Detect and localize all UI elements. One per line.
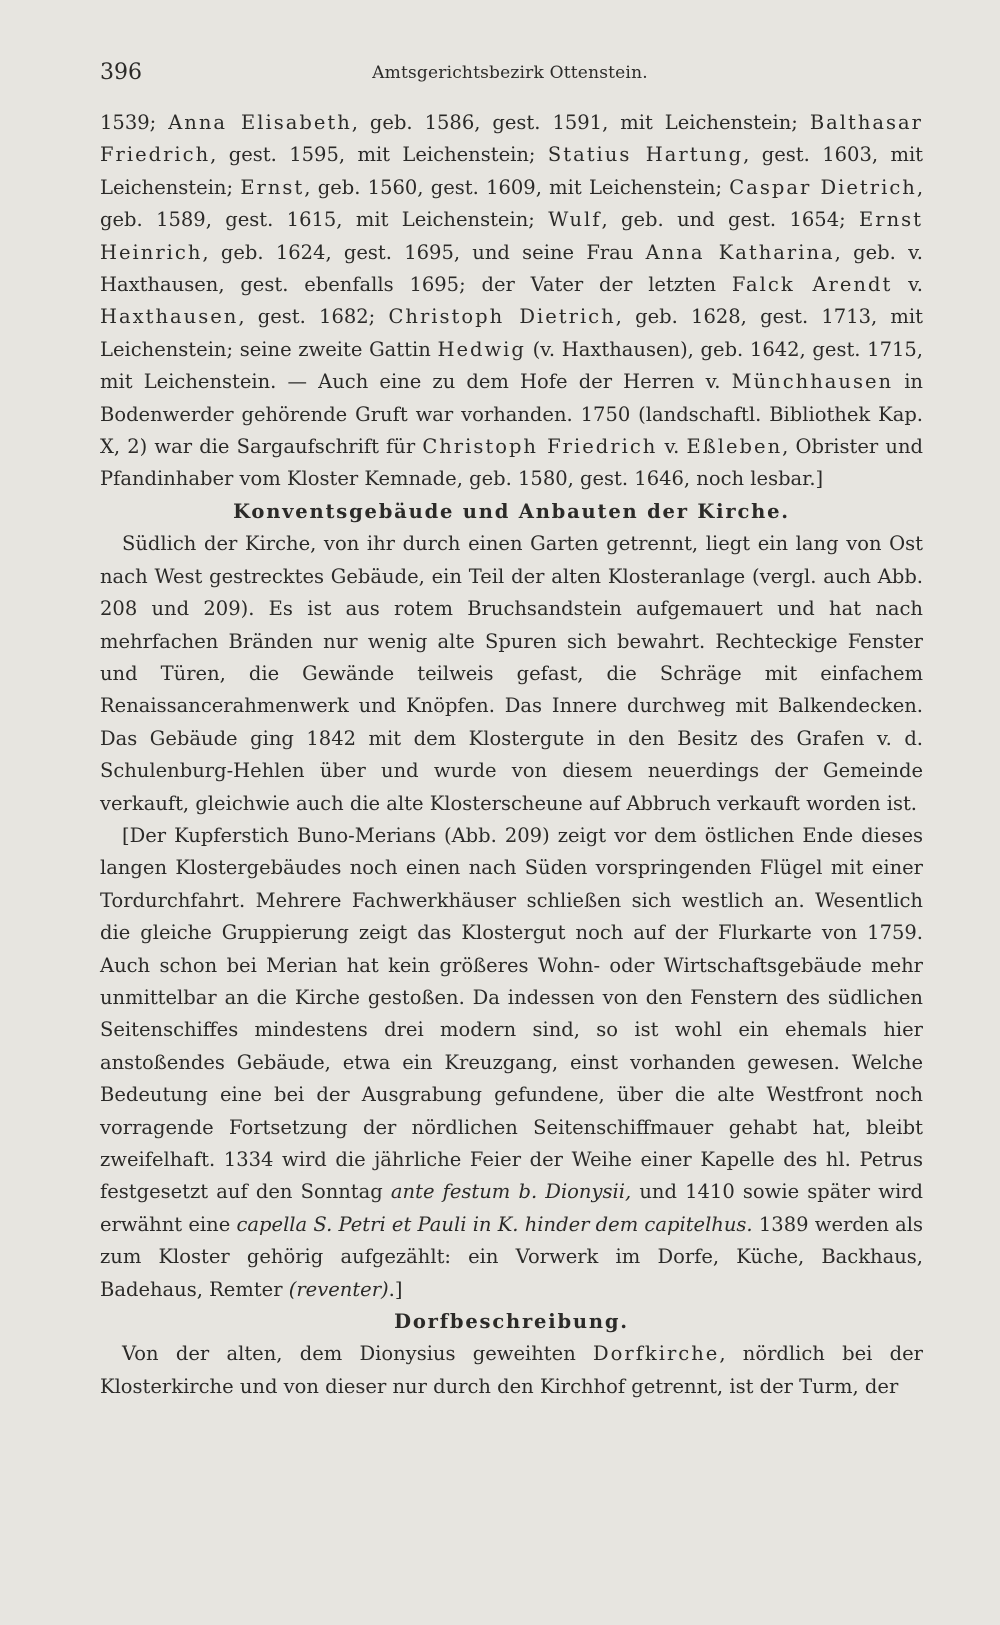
body-text xyxy=(100,107,923,1403)
section-heading-konventsgebaeude: Konventsgebäude und Anbauten der Kirche. xyxy=(233,499,790,523)
section-heading-dorfbeschreibung: Dorfbeschreibung. xyxy=(394,1310,629,1334)
running-title: Amtsgerichtsbezirk Ottenstein. xyxy=(372,63,648,83)
paragraph-konventsgebaeude: Südlich der Kirche, von ihr durch einen Garten getrennt, liegt ein lang von Ost nach West gestrecktes Gebäude, ein Teil der alten Klosteranlage (vergl. auch Abb. 208 und 209). Es ist aus rotem Bruchsandstein aufgemauert und hat nach mehrfachen Bränden nur wenig alte Spuren sich bewahrt. Rechteckige Fenster und Türen, die Gewände teilweis gefast, die Schräge mit einfachem Renaissancerahmenwerk und Knöpfen. Das Innere durchweg mit Balkendecken. Das Gebäude ging 1842 mit dem Klostergute in den Besitz des Grafen v. d. Schulenburg-Hehlen über und wurde von diesem neuerdings der Gemeinde verkauft, gleichwie auch die alte Klosterscheune auf Abbruch verkauft worden ist. xyxy=(100,532,923,815)
paragraph-kupferstich: [Der Kupferstich Buno-Merians (Abb. 209) zeigt vor dem östlichen Ende dieses langen Klostergebäudes noch einen nach Süden vorspringenden Flügel mit einer Tordurchfahrt. Mehrere Fachwerkhäuser schließen sich westlich an. Wesentlich die gleiche Gruppierung zeigt das Klostergut noch auf der Flurkarte von 1759. Auch schon bei Merian hat kein größeres Wohn- oder Wirtschaftsgebäude mehr unmittelbar an die Kirche gestoßen. Da indessen von den Fenstern des südlichen Seitenschiffes mindestens drei modern sind, so ist wohl ein ehemals hier anstoßendes Gebäude, etwa ein Kreuzgang, einst vorhanden gewesen. Welche Bedeutung eine bei der Ausgrabung gefundene, über die alte Westfront noch vorragende Fortsetzung der nördlichen Seitenschiffmauer gehabt hat, bleibt zweifelhaft. 1334 wird die jährliche Feier der Weihe einer Kapelle des hl. Petrus festgesetzt auf den Sonntag ante festum b. Dionysii, und 1410 sowie später wird erwähnt eine capella S. Petri et Pauli in K. hinder dem capitelhus. 1389 werden als zum Kloster gehörig aufgezählt: ein Vorwerk im Dorfe, Küche, Backhaus, Badehaus, Remter (reventer).] xyxy=(100,823,923,1301)
page-header xyxy=(100,60,920,90)
paragraph-dorfbeschreibung: Von der alten, dem Dionysius geweihten Dorfkirche, nördlich bei der Klosterkirche und von dieser nur durch den Kirchhof getrennt, ist der Turm, der xyxy=(100,1342,923,1398)
paragraph-burials: 1539; Anna Elisabeth, geb. 1586, gest. 1591, mit Leichenstein; Balthasar Friedrich, gest. 1595, mit Leichenstein; Statius Hartung, gest. 1603, mit Leichenstein; Ernst, geb. 1560, gest. 1609, mit Leichenstein; Caspar Dietrich, geb. 1589, gest. 1615, mit Leichenstein; Wulf, geb. und gest. 1654; Ernst Heinrich, geb. 1624, gest. 1695, und seine Frau Anna Katharina, geb. v. Haxthausen, gest. ebenfalls 1695; der Vater der letzten Falck Arendt v. Haxthausen, gest. 1682; Christoph Dietrich, geb. 1628, gest. 1713, mit Leichenstein; seine zweite Gattin Hedwig (v. Haxthausen), geb. 1642, gest. 1715, mit Leichenstein. — Auch eine zu dem Hofe der Herren v. Münchhausen in Bodenwerder gehörende Gruft war vorhanden. 1750 (landschaftl. Bibliothek Kap. X, 2) war die Sargaufschrift für Christoph Friedrich v. Eßleben, Obrister und Pfandinhaber vom Kloster Kemnade, geb. 1580, gest. 1646, noch lesbar.] xyxy=(100,111,924,491)
page-number: 396 xyxy=(100,60,142,85)
